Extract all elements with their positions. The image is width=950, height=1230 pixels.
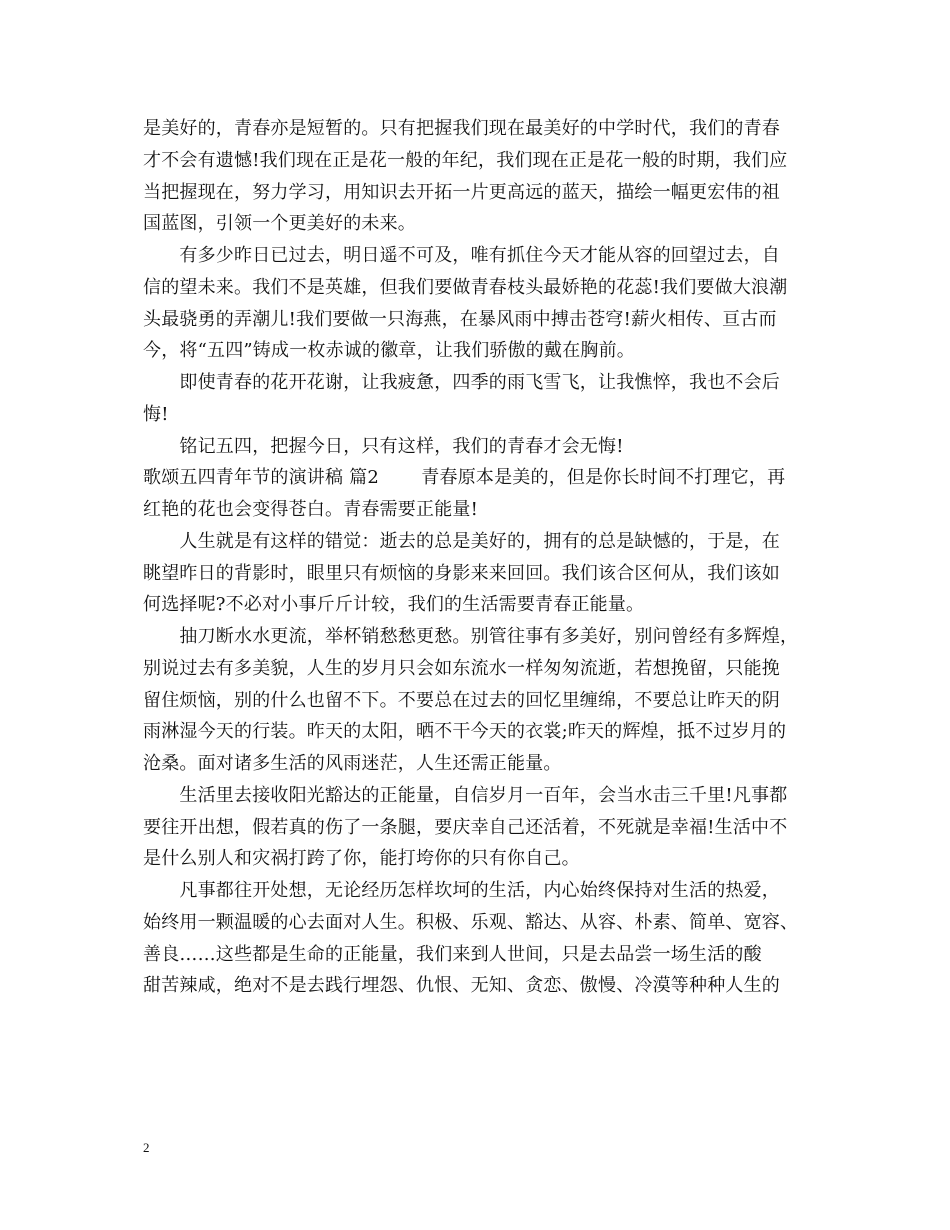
text-line: 甜苦辣咸，绝对不是去践行埋怨、仇恨、无知、贪恋、傲慢、冷漠等种种人生的 — [143, 975, 780, 997]
text-line: 留住烦恼，别的什么也留不下。不要总在过去的回忆里缠绵，不要总让昨天的阴 — [143, 689, 780, 711]
page-number: 2 — [143, 1140, 150, 1155]
text-line: 抽刀断水水更流，举杯销愁愁更愁。别管往事有多美好，别问曾经有多辉煌， — [143, 626, 799, 647]
text-line: 铭记五四，把握今日，只有这样，我们的青春才会无悔! — [143, 435, 624, 457]
text-line: 国蓝图，引领一个更美好的未来。 — [143, 213, 416, 235]
text-line: 沧桑。面对诸多生活的风雨迷茫，人生还需正能量。 — [143, 753, 562, 774]
text-line: 何选择呢?不必对小事斤斤计较，我们的生活需要青春正能量。 — [143, 594, 645, 616]
text-line: 才不会有遗憾!我们现在正是花一般的年纪，我们现在正是花一般的时期，我们应 — [143, 149, 788, 171]
text-line: 凡事都往开处想，无论经历怎样坎坷的生活，内心始终保持对生活的热爱， — [143, 880, 780, 901]
text-line: 当把握现在，努力学习，用知识去开拓一片更高远的蓝天，描绘一幅更宏伟的祖 — [143, 181, 780, 203]
text-line: 头最骁勇的弄潮儿!我们要做一只海燕，在暴风雨中搏击苍穹!薪火相传、亘古而 — [143, 308, 777, 330]
text-line: 悔! — [143, 403, 169, 425]
text-line: 始终用一颗温暖的心去面对人生。积极、乐观、豁达、从容、朴素、简单、宽容、 — [143, 911, 799, 933]
text-line: 别说过去有多美貌，人生的岁月只会如东流水一样匆匆流逝，若想挽留，只能挽 — [143, 657, 780, 679]
text-line: 今，将“五四”铸成一枚赤诚的徽章，让我们骄傲的戴在胸前。 — [143, 340, 636, 362]
text-line: 善良……这些都是生命的正能量，我们来到人世间，只是去品尝一场生活的酸 — [143, 943, 762, 965]
text-line: 要往开出想，假若真的伤了一条腿，要庆幸自己还活着，不死就是幸福!生活中不 — [143, 816, 788, 838]
text-line: 红艳的花也会变得苍白。青春需要正能量! — [143, 499, 479, 520]
text-line: 是什么别人和灾祸打跨了你，能打垮你的只有你自己。 — [143, 848, 580, 870]
text-line: 眺望昨日的背影时，眼里只有烦恼的身影来来回回。我们该合区何从，我们该如 — [143, 562, 780, 584]
text-line: 有多少昨日已过去，明日遥不可及，唯有抓住今天才能从容的回望过去，自 — [143, 245, 780, 266]
text-line: 歌颂五四青年节的演讲稿 篇2 青春原本是美的，但是你长时间不打理它，再 — [143, 467, 786, 489]
text-line: 生活里去接收阳光豁达的正能量，自信岁月一百年，会当水击三千里!凡事都 — [143, 784, 788, 806]
text-line: 即使青春的花开花谢，让我疲惫，四季的雨飞雪飞，让我憔悴，我也不会后 — [143, 372, 780, 393]
text-line: 信的望未来。我们不是英雄，但我们要做青春枝头最娇艳的花蕊!我们要做大浪潮 — [143, 276, 788, 298]
text-line: 是美好的，青春亦是短暂的。只有把握我们现在最美好的中学时代，我们的青春 — [143, 118, 780, 139]
text-line: 人生就是有这样的错觉：逝去的总是美好的，拥有的总是缺憾的，于是，在 — [143, 530, 780, 552]
text-line: 雨淋湿今天的行装。昨天的太阳，晒不干今天的衣裳;昨天的辉煌，抵不过岁月的 — [143, 721, 787, 743]
